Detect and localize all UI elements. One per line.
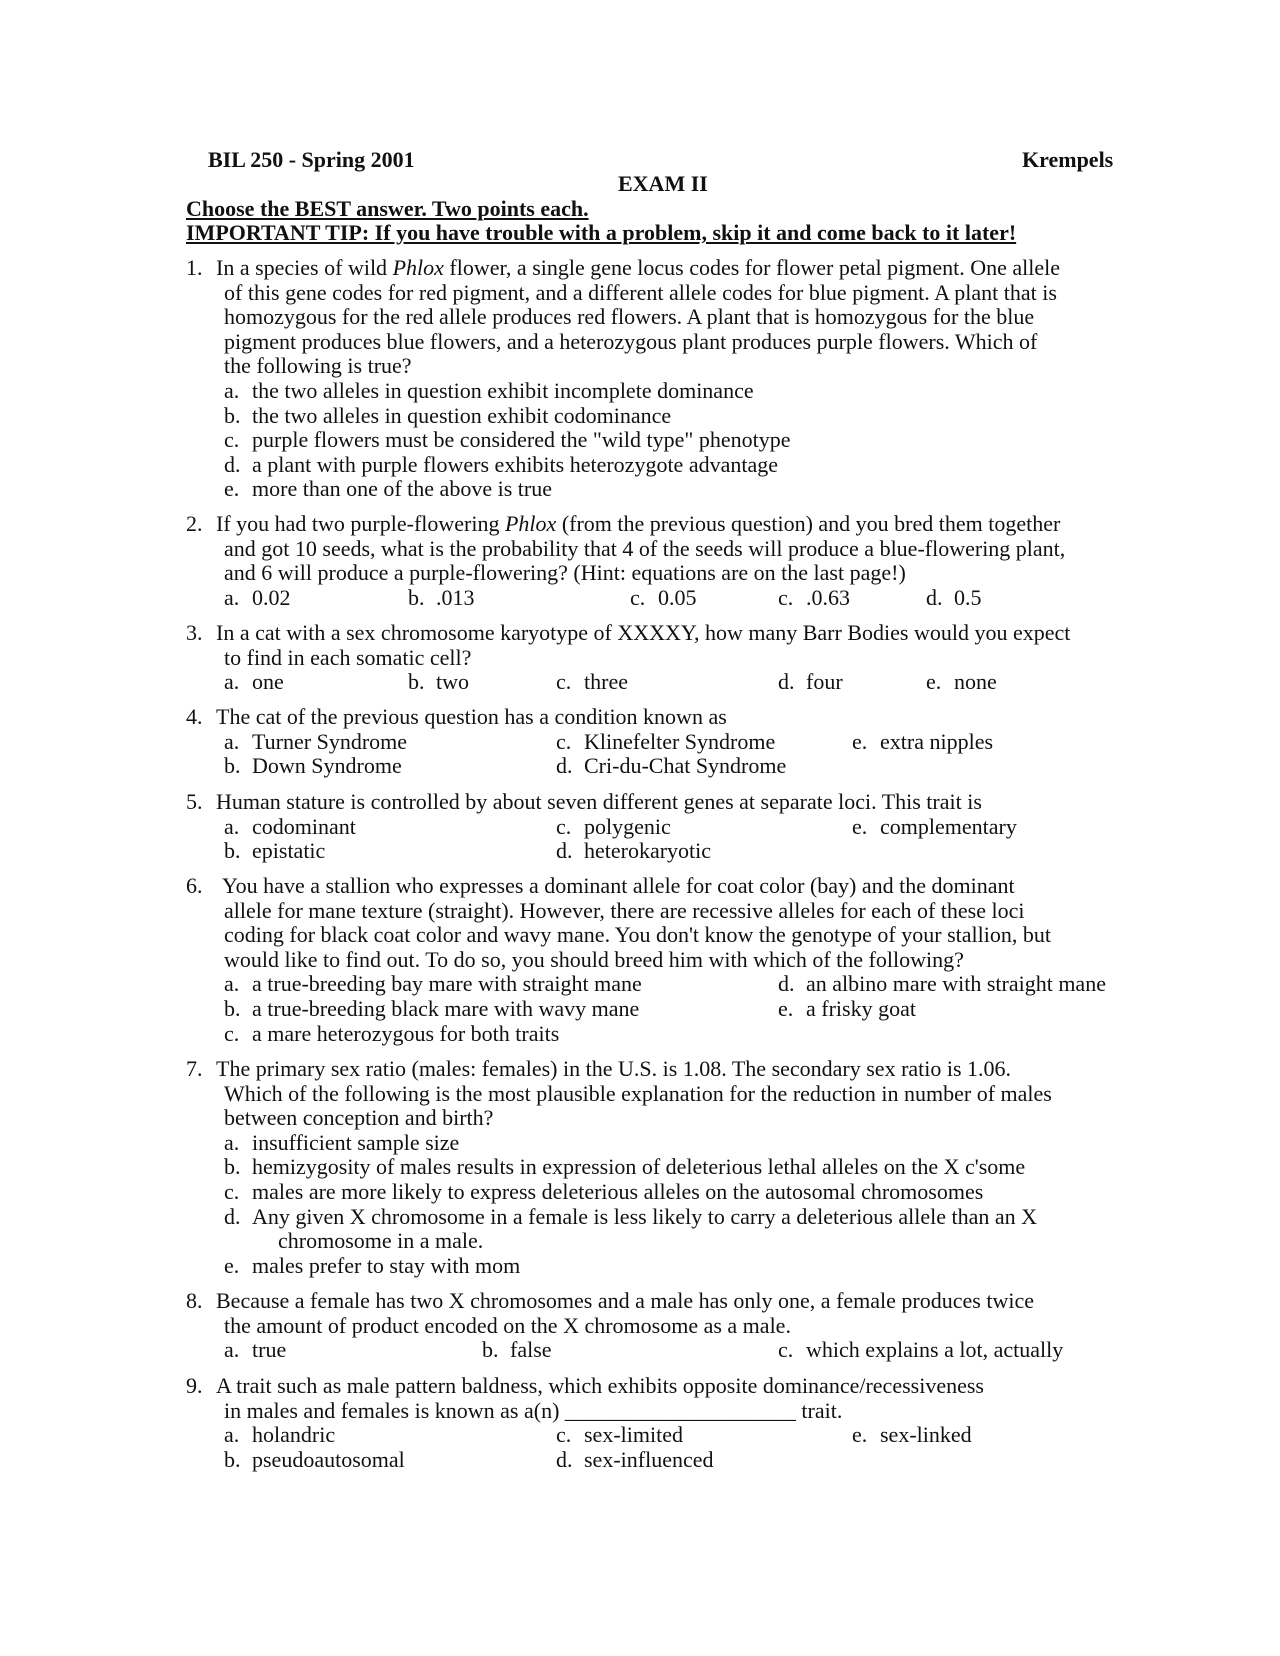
question-text: Which of the following is the most plausible explanation for the reduction in number of males <box>224 1080 1052 1106</box>
course-title: BIL 250 - Spring 2001 <box>208 147 415 172</box>
answer-option-e[interactable]: e. complementary <box>852 813 1017 839</box>
answer-option-c[interactable]: c. 0.05 <box>630 584 697 610</box>
question-2 <box>186 512 1166 610</box>
answer-option-a[interactable]: a. a true-breeding bay mare with straight mane <box>224 971 642 997</box>
answer-option-b[interactable]: b. pseudoautosomal <box>224 1446 405 1472</box>
instructor-name: Krempels <box>1022 147 1114 172</box>
question-number: 5. <box>186 789 203 814</box>
question-number: 7. <box>186 1056 203 1081</box>
question-text: pigment produces blue flowers, and a heterozygous plant produces purple flowers. Which of <box>224 328 1038 354</box>
question-8 <box>186 1289 1166 1363</box>
answer-option-c2[interactable]: c. .0.63 <box>778 584 850 610</box>
answer-option-c[interactable]: c. three <box>556 669 628 695</box>
exam-title: EXAM II <box>618 171 708 196</box>
answer-option-c[interactable]: c. sex-limited <box>556 1422 683 1448</box>
answer-option-d[interactable]: d. sex-influenced <box>556 1446 714 1472</box>
question-text: between conception and birth? <box>224 1105 494 1131</box>
question-text: Human stature is controlled by about seven different genes at separate loci. This trait is <box>216 789 982 814</box>
answer-option-c[interactable]: c. a mare heterozygous for both traits <box>224 1020 560 1046</box>
question-4 <box>186 705 1166 779</box>
question-text: and 6 will produce a purple-flowering? (Hint: equations are on the last page!) <box>224 560 906 586</box>
answer-option-b[interactable]: b. a true-breeding black mare with wavy mane <box>224 995 640 1021</box>
answer-option-d[interactable]: d. a plant with purple flowers exhibits heterozygote advantage <box>224 451 778 477</box>
question-text: homozygous for the red allele produces red flowers. A plant that is homozygous for the blue <box>224 304 1035 330</box>
answer-option-b[interactable]: b. .013 <box>408 584 475 610</box>
answer-option-d[interactable]: d. 0.5 <box>926 584 982 610</box>
question-text: If you had two purple-flowering Phlox (from the previous question) and you bred them together <box>216 511 1061 536</box>
question-text: Because a female has two X chromosomes and a male has only one, a female produces twice <box>216 1288 1034 1313</box>
question-9 <box>186 1374 1166 1472</box>
answer-option-d[interactable]: d. heterokaryotic <box>556 838 712 864</box>
answer-option-b[interactable]: b. two <box>408 669 469 695</box>
answer-option-e[interactable]: e. extra nipples <box>852 728 994 754</box>
question-text: You have a stallion who expresses a dominant allele for coat color (bay) and the dominant <box>222 873 1015 898</box>
answer-option-d[interactable]: d. Any given X chromosome in a female is less likely to carry a deleterious allele than an X <box>224 1203 1038 1229</box>
question-number: 4. <box>186 704 203 729</box>
question-text: of this gene codes for red pigment, and a different allele codes for blue pigment. A plant that is <box>224 279 1057 305</box>
answer-option-e[interactable]: e. males prefer to stay with mom <box>224 1252 521 1278</box>
question-text: would like to find out. To do so, you should breed him with which of the following? <box>224 946 964 972</box>
question-number: 2. <box>186 511 203 536</box>
answer-option-d[interactable]: d. four <box>778 669 843 695</box>
question-text: In a cat with a sex chromosome karyotype of XXXXY, how many Barr Bodies would you expect <box>216 620 1071 645</box>
answer-option-a[interactable]: a. 0.02 <box>224 584 291 610</box>
answer-option-b[interactable]: b. Down Syndrome <box>224 753 402 779</box>
answer-option-c[interactable]: c. which explains a lot, actually <box>778 1337 1064 1363</box>
answer-option-d[interactable]: d. an albino mare with straight mane <box>778 971 1106 997</box>
question-text: In a species of wild Phlox flower, a single gene locus codes for flower petal pigment. One allele <box>216 255 1061 280</box>
question-text: coding for black coat color and wavy mane. You don't know the genotype of your stallion, but <box>224 922 1051 948</box>
important-tip: IMPORTANT TIP: If you have trouble with a problem, skip it and come back to it later! <box>186 220 1017 245</box>
answer-option-b[interactable]: b. epistatic <box>224 838 326 864</box>
answer-option-c[interactable]: c. polygenic <box>556 813 671 839</box>
answer-option-d[interactable]: d. Cri-du-Chat Syndrome <box>556 753 787 779</box>
question-number: 1. <box>186 255 203 280</box>
answer-option-e[interactable]: e. sex-linked <box>852 1422 972 1448</box>
answer-option-c[interactable]: c. purple flowers must be considered the "wild type" phenotype <box>224 427 791 453</box>
question-text: The cat of the previous question has a condition known as <box>216 704 727 729</box>
answer-option-c[interactable]: c. Klinefelter Syndrome <box>556 728 776 754</box>
answer-option-e[interactable]: e. none <box>926 669 997 695</box>
answer-option-a[interactable]: a. Turner Syndrome <box>224 728 408 754</box>
question-1 <box>186 256 1166 502</box>
instructions: Choose the BEST answer. Two points each. <box>186 196 589 221</box>
question-number: 3. <box>186 620 203 645</box>
answer-option-b[interactable]: b. hemizygosity of males results in expression of deleterious lethal alleles on the X c'some <box>224 1154 1026 1180</box>
question-number: 9. <box>186 1373 203 1398</box>
question-text: A trait such as male pattern baldness, which exhibits opposite dominance/recessiveness <box>216 1373 984 1398</box>
answer-option-e[interactable]: e. a frisky goat <box>778 995 916 1021</box>
question-text: The primary sex ratio (males: females) in the U.S. is 1.08. The secondary sex ratio is 1.06. <box>216 1056 1012 1081</box>
answer-option-a[interactable]: a. holandric <box>224 1422 336 1448</box>
answer-option-d-continued: chromosome in a male. <box>278 1228 484 1254</box>
question-3 <box>186 621 1166 695</box>
question-text: to find in each somatic cell? <box>224 644 472 670</box>
answer-option-a[interactable]: a. insufficient sample size <box>224 1129 460 1155</box>
answer-option-b[interactable]: b. false <box>482 1337 552 1363</box>
question-text: the following is true? <box>224 353 412 379</box>
answer-option-c[interactable]: c. males are more likely to express deleterious alleles on the autosomal chromosomes <box>224 1178 984 1204</box>
answer-option-a[interactable]: a. one <box>224 669 284 695</box>
question-5 <box>186 790 1166 864</box>
answer-option-e[interactable]: e. more than one of the above is true <box>224 476 552 502</box>
question-text: the amount of product encoded on the X chromosome as a male. <box>224 1312 791 1338</box>
question-number: 8. <box>186 1288 203 1313</box>
answer-option-a[interactable]: a. the two alleles in question exhibit incomplete dominance <box>224 377 754 403</box>
question-number: 6. <box>186 873 203 898</box>
question-text: in males and females is known as a(n) _____________________ trait. <box>224 1397 843 1423</box>
question-text: allele for mane texture (straight). However, there are recessive alleles for each of these loci <box>224 897 1025 923</box>
answer-option-b[interactable]: b. the two alleles in question exhibit codominance <box>224 402 672 428</box>
question-7 <box>186 1057 1166 1278</box>
answer-option-a[interactable]: a. true <box>224 1337 287 1363</box>
answer-option-a[interactable]: a. codominant <box>224 813 356 839</box>
question-6 <box>186 874 1166 1046</box>
question-text: and got 10 seeds, what is the probability that 4 of the seeds will produce a blue-flowering plant, <box>224 535 1066 561</box>
